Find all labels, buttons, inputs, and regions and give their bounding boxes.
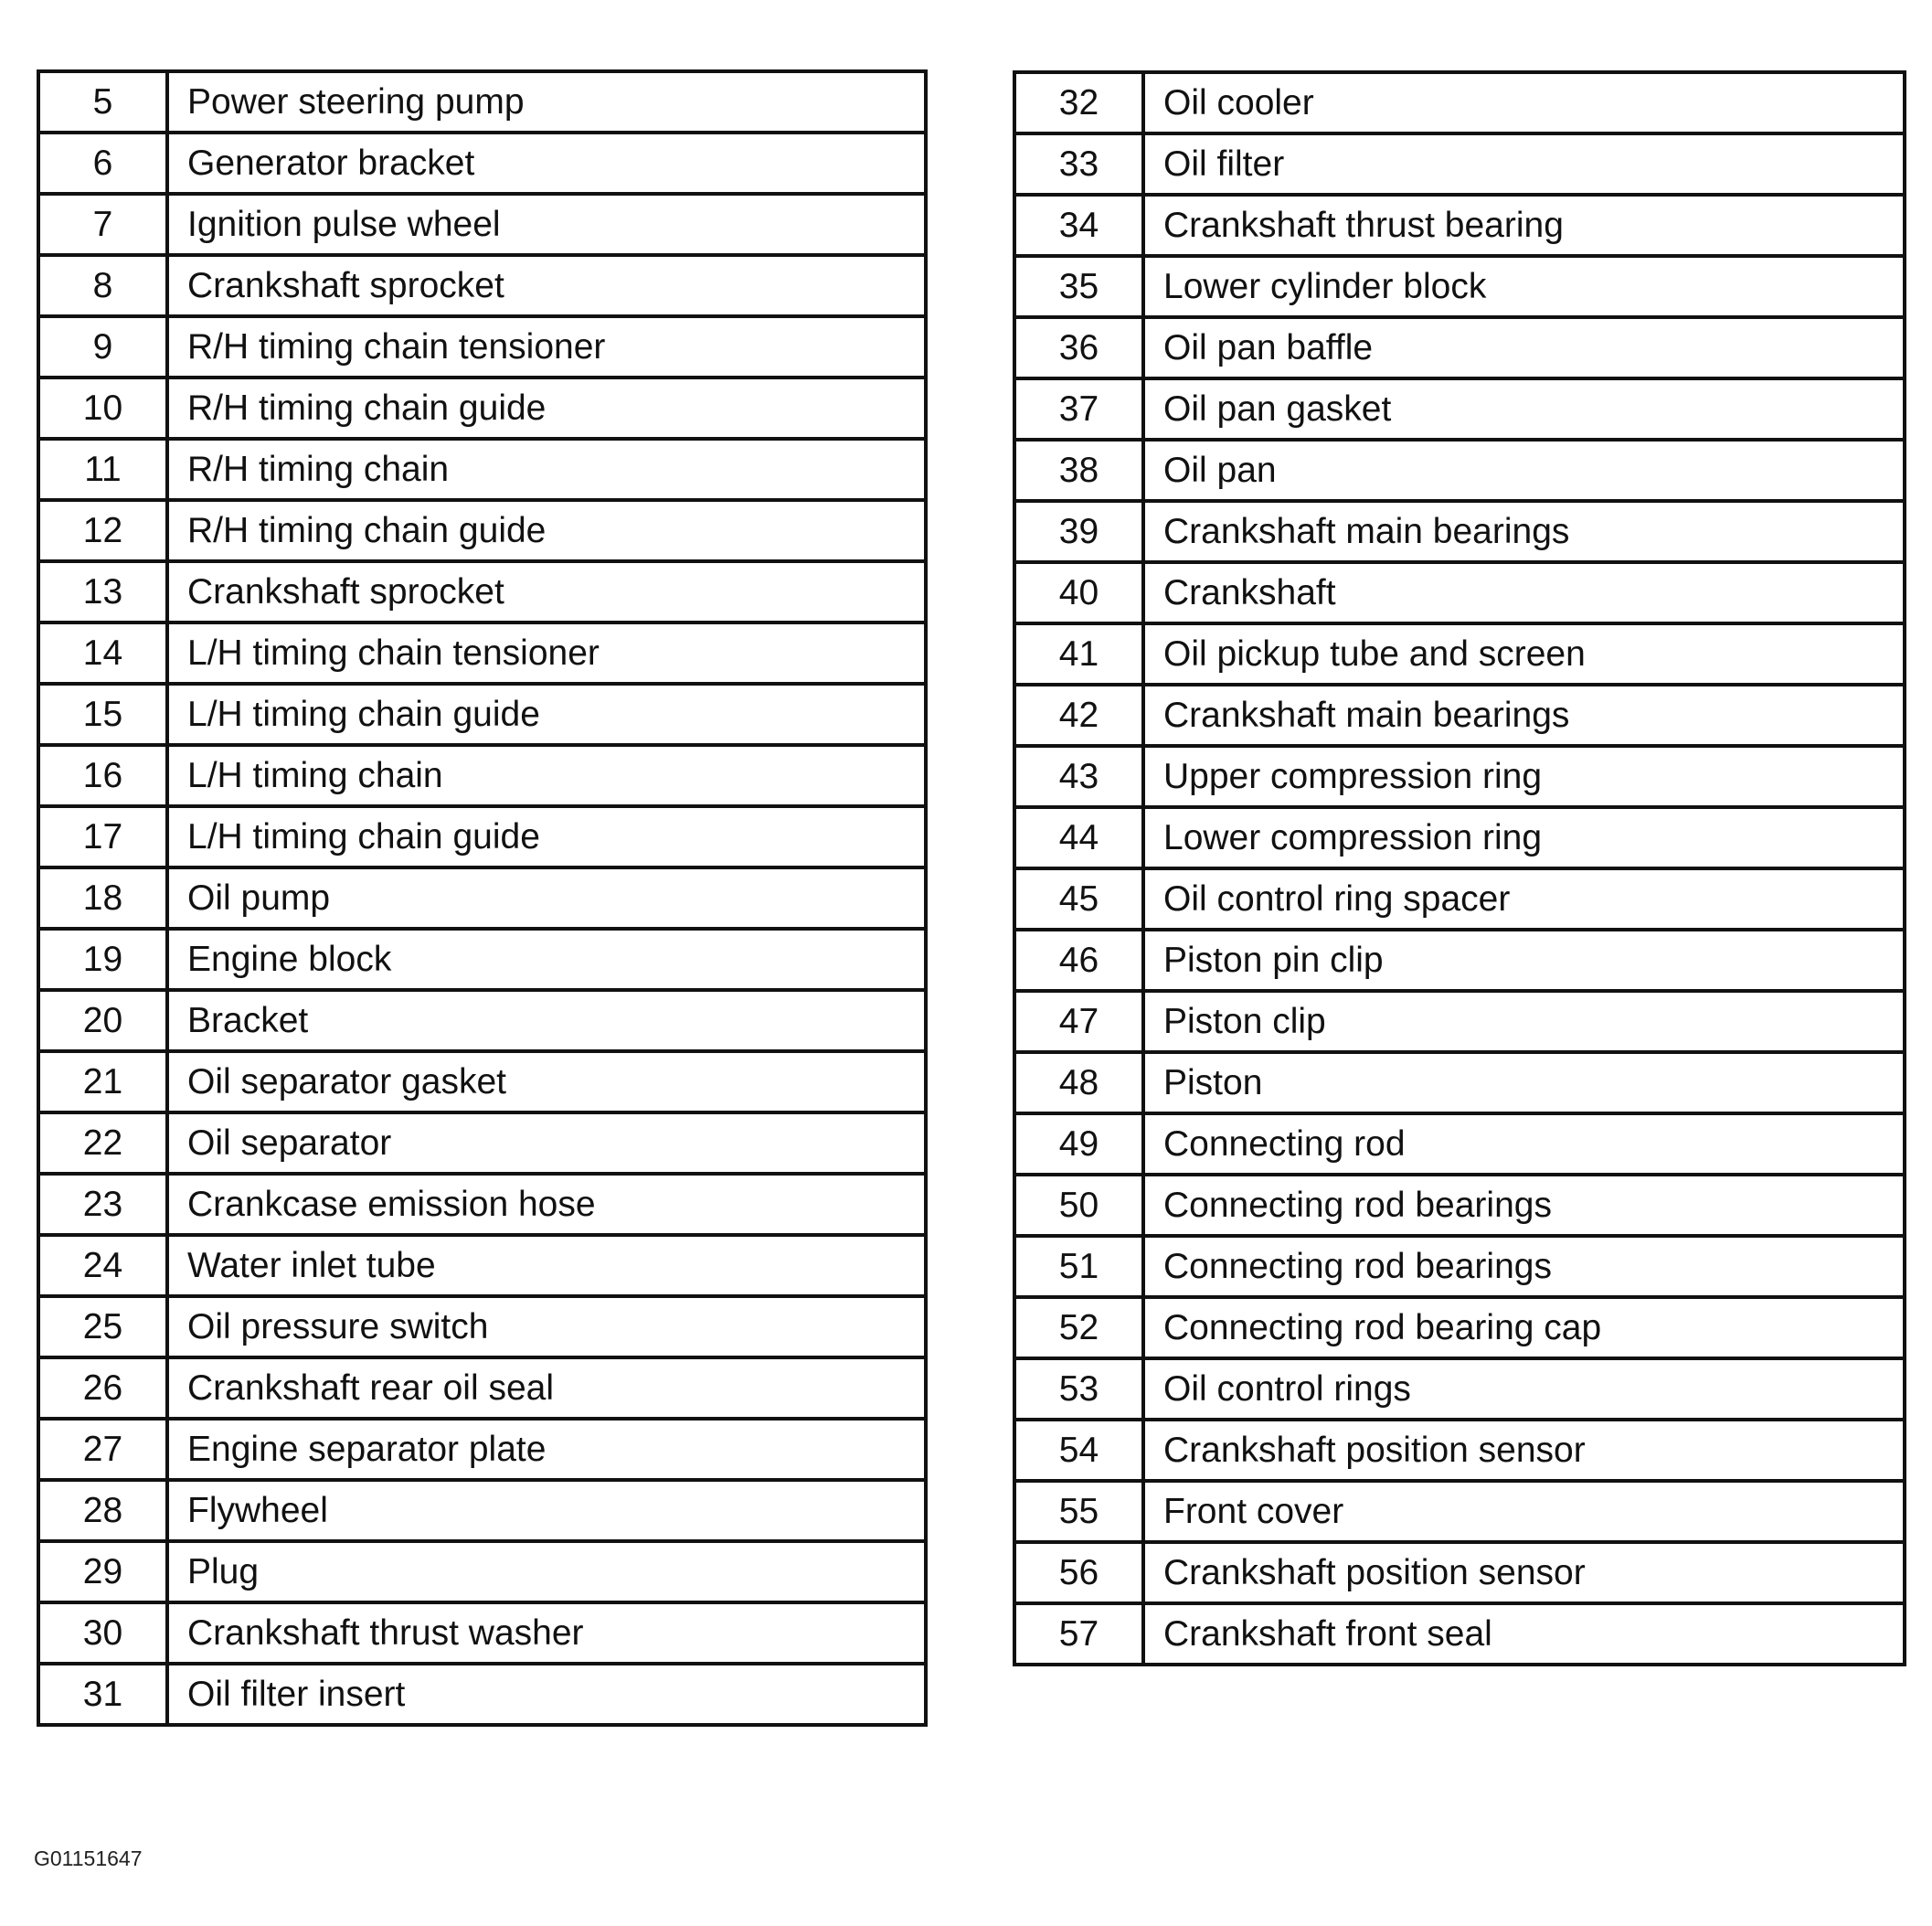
legend-row [38, 745, 926, 806]
legend-description: R/H timing chain tensioner [167, 316, 926, 378]
legend-row [38, 255, 926, 316]
legend-number: 14 [38, 622, 167, 684]
legend-description: Plug [167, 1541, 926, 1602]
legend-row [38, 194, 926, 255]
legend-description: Crankshaft sprocket [167, 255, 926, 316]
legend-row [38, 990, 926, 1051]
legend-number: 46 [1014, 930, 1143, 991]
legend-number: 20 [38, 990, 167, 1051]
legend-description: L/H timing chain [167, 745, 926, 806]
legend-row [38, 929, 926, 990]
legend-number: 49 [1014, 1113, 1143, 1175]
legend-description: Piston clip [1143, 991, 1905, 1052]
legend-row [1014, 1113, 1905, 1175]
legend-table-right [1013, 70, 1906, 1666]
legend-number: 54 [1014, 1420, 1143, 1481]
legend-number: 27 [38, 1419, 167, 1480]
legend-row [1014, 317, 1905, 378]
legend-number: 48 [1014, 1052, 1143, 1113]
legend-description: Connecting rod bearings [1143, 1236, 1905, 1297]
legend-number: 41 [1014, 623, 1143, 685]
legend-description: Crankshaft thrust washer [167, 1602, 926, 1664]
legend-row [38, 622, 926, 684]
legend-row [1014, 685, 1905, 746]
legend-row [38, 1112, 926, 1174]
legend-number: 32 [1014, 72, 1143, 133]
legend-row [1014, 256, 1905, 317]
legend-description: Oil pan baffle [1143, 317, 1905, 378]
legend-row [1014, 1052, 1905, 1113]
legend-number: 26 [38, 1357, 167, 1419]
legend-description: Upper compression ring [1143, 746, 1905, 807]
legend-description: Crankshaft thrust bearing [1143, 195, 1905, 256]
legend-description: Oil pressure switch [167, 1296, 926, 1357]
legend-description: Bracket [167, 990, 926, 1051]
legend-row [1014, 1603, 1905, 1665]
legend-row [1014, 1236, 1905, 1297]
legend-description: Lower cylinder block [1143, 256, 1905, 317]
legend-number: 34 [1014, 195, 1143, 256]
legend-row [1014, 623, 1905, 685]
legend-description: Ignition pulse wheel [167, 194, 926, 255]
legend-number: 40 [1014, 562, 1143, 623]
legend-row [1014, 1420, 1905, 1481]
legend-row [38, 561, 926, 622]
legend-number: 10 [38, 378, 167, 439]
legend-number: 9 [38, 316, 167, 378]
legend-row [1014, 72, 1905, 133]
legend-row [1014, 195, 1905, 256]
legend-description: Lower compression ring [1143, 807, 1905, 868]
legend-number: 30 [38, 1602, 167, 1664]
legend-description: R/H timing chain guide [167, 500, 926, 561]
legend-number: 5 [38, 71, 167, 133]
legend-description: Oil pan gasket [1143, 378, 1905, 440]
legend-row [1014, 1297, 1905, 1358]
legend-row [1014, 501, 1905, 562]
legend-description: Crankshaft front seal [1143, 1603, 1905, 1665]
figure-id: G01151647 [34, 1846, 143, 1870]
legend-row [38, 684, 926, 745]
legend-row [38, 1051, 926, 1112]
legend-table-left [37, 69, 928, 1727]
legend-row [1014, 1481, 1905, 1542]
legend-row [38, 1664, 926, 1725]
legend-number: 47 [1014, 991, 1143, 1052]
legend-row [38, 1357, 926, 1419]
legend-number: 21 [38, 1051, 167, 1112]
legend-description: Crankshaft rear oil seal [167, 1357, 926, 1419]
legend-description: R/H timing chain guide [167, 378, 926, 439]
legend-description: Oil control rings [1143, 1358, 1905, 1420]
legend-number: 13 [38, 561, 167, 622]
legend-description: Connecting rod bearings [1143, 1175, 1905, 1236]
legend-description: Generator bracket [167, 133, 926, 194]
legend-description: Power steering pump [167, 71, 926, 133]
legend-description: Oil filter [1143, 133, 1905, 195]
legend-row [38, 1235, 926, 1296]
legend-number: 11 [38, 439, 167, 500]
legend-row [1014, 1358, 1905, 1420]
legend-row [1014, 378, 1905, 440]
legend-description: Crankshaft [1143, 562, 1905, 623]
legend-number: 15 [38, 684, 167, 745]
legend-table-right-body [1014, 72, 1905, 1665]
legend-description: Oil filter insert [167, 1664, 926, 1725]
legend-number: 16 [38, 745, 167, 806]
legend-row [38, 1174, 926, 1235]
legend-number: 56 [1014, 1542, 1143, 1603]
legend-number: 37 [1014, 378, 1143, 440]
legend-number: 50 [1014, 1175, 1143, 1236]
legend-number: 23 [38, 1174, 167, 1235]
legend-number: 6 [38, 133, 167, 194]
legend-description: Piston pin clip [1143, 930, 1905, 991]
legend-row [1014, 1175, 1905, 1236]
legend-row [38, 1602, 926, 1664]
legend-description: Oil separator [167, 1112, 926, 1174]
legend-description: Crankcase emission hose [167, 1174, 926, 1235]
legend-number: 44 [1014, 807, 1143, 868]
legend-description: Crankshaft main bearings [1143, 685, 1905, 746]
legend-row [38, 133, 926, 194]
legend-row [1014, 930, 1905, 991]
legend-number: 51 [1014, 1236, 1143, 1297]
legend-row [38, 806, 926, 867]
legend-row [38, 1541, 926, 1602]
legend-row [38, 439, 926, 500]
legend-description: Oil pump [167, 867, 926, 929]
legend-number: 7 [38, 194, 167, 255]
legend-row [38, 378, 926, 439]
legend-number: 8 [38, 255, 167, 316]
legend-number: 25 [38, 1296, 167, 1357]
legend-number: 24 [38, 1235, 167, 1296]
legend-row [38, 1296, 926, 1357]
legend-number: 53 [1014, 1358, 1143, 1420]
legend-number: 57 [1014, 1603, 1143, 1665]
legend-row [38, 71, 926, 133]
legend-number: 55 [1014, 1481, 1143, 1542]
legend-description: L/H timing chain guide [167, 684, 926, 745]
legend-number: 39 [1014, 501, 1143, 562]
legend-description: Piston [1143, 1052, 1905, 1113]
legend-row [38, 1480, 926, 1541]
legend-number: 36 [1014, 317, 1143, 378]
legend-row [1014, 746, 1905, 807]
legend-number: 38 [1014, 440, 1143, 501]
legend-row [38, 316, 926, 378]
legend-description: Crankshaft main bearings [1143, 501, 1905, 562]
legend-number: 12 [38, 500, 167, 561]
legend-row [1014, 562, 1905, 623]
legend-description: Engine separator plate [167, 1419, 926, 1480]
legend-row [1014, 807, 1905, 868]
legend-row [38, 500, 926, 561]
legend-table-left-body [38, 71, 926, 1725]
legend-description: L/H timing chain guide [167, 806, 926, 867]
legend-description: Front cover [1143, 1481, 1905, 1542]
legend-description: Oil cooler [1143, 72, 1905, 133]
legend-number: 29 [38, 1541, 167, 1602]
legend-description: Connecting rod bearing cap [1143, 1297, 1905, 1358]
legend-number: 33 [1014, 133, 1143, 195]
legend-description: L/H timing chain tensioner [167, 622, 926, 684]
legend-description: Oil separator gasket [167, 1051, 926, 1112]
legend-row [1014, 991, 1905, 1052]
legend-row [1014, 868, 1905, 930]
legend-number: 43 [1014, 746, 1143, 807]
legend-number: 28 [38, 1480, 167, 1541]
legend-number: 31 [38, 1664, 167, 1725]
legend-number: 18 [38, 867, 167, 929]
legend-description: Connecting rod [1143, 1113, 1905, 1175]
legend-description: R/H timing chain [167, 439, 926, 500]
legend-description: Water inlet tube [167, 1235, 926, 1296]
legend-description: Oil control ring spacer [1143, 868, 1905, 930]
legend-row [1014, 1542, 1905, 1603]
legend-row [1014, 440, 1905, 501]
legend-number: 35 [1014, 256, 1143, 317]
legend-description: Flywheel [167, 1480, 926, 1541]
legend-number: 52 [1014, 1297, 1143, 1358]
legend-description: Oil pan [1143, 440, 1905, 501]
legend-row [38, 1419, 926, 1480]
legend-number: 45 [1014, 868, 1143, 930]
legend-row [1014, 133, 1905, 195]
legend-number: 22 [38, 1112, 167, 1174]
legend-row [38, 867, 926, 929]
legend-description: Crankshaft sprocket [167, 561, 926, 622]
legend-description: Engine block [167, 929, 926, 990]
legend-description: Crankshaft position sensor [1143, 1542, 1905, 1603]
legend-number: 19 [38, 929, 167, 990]
legend-number: 42 [1014, 685, 1143, 746]
legend-description: Crankshaft position sensor [1143, 1420, 1905, 1481]
legend-number: 17 [38, 806, 167, 867]
legend-description: Oil pickup tube and screen [1143, 623, 1905, 685]
